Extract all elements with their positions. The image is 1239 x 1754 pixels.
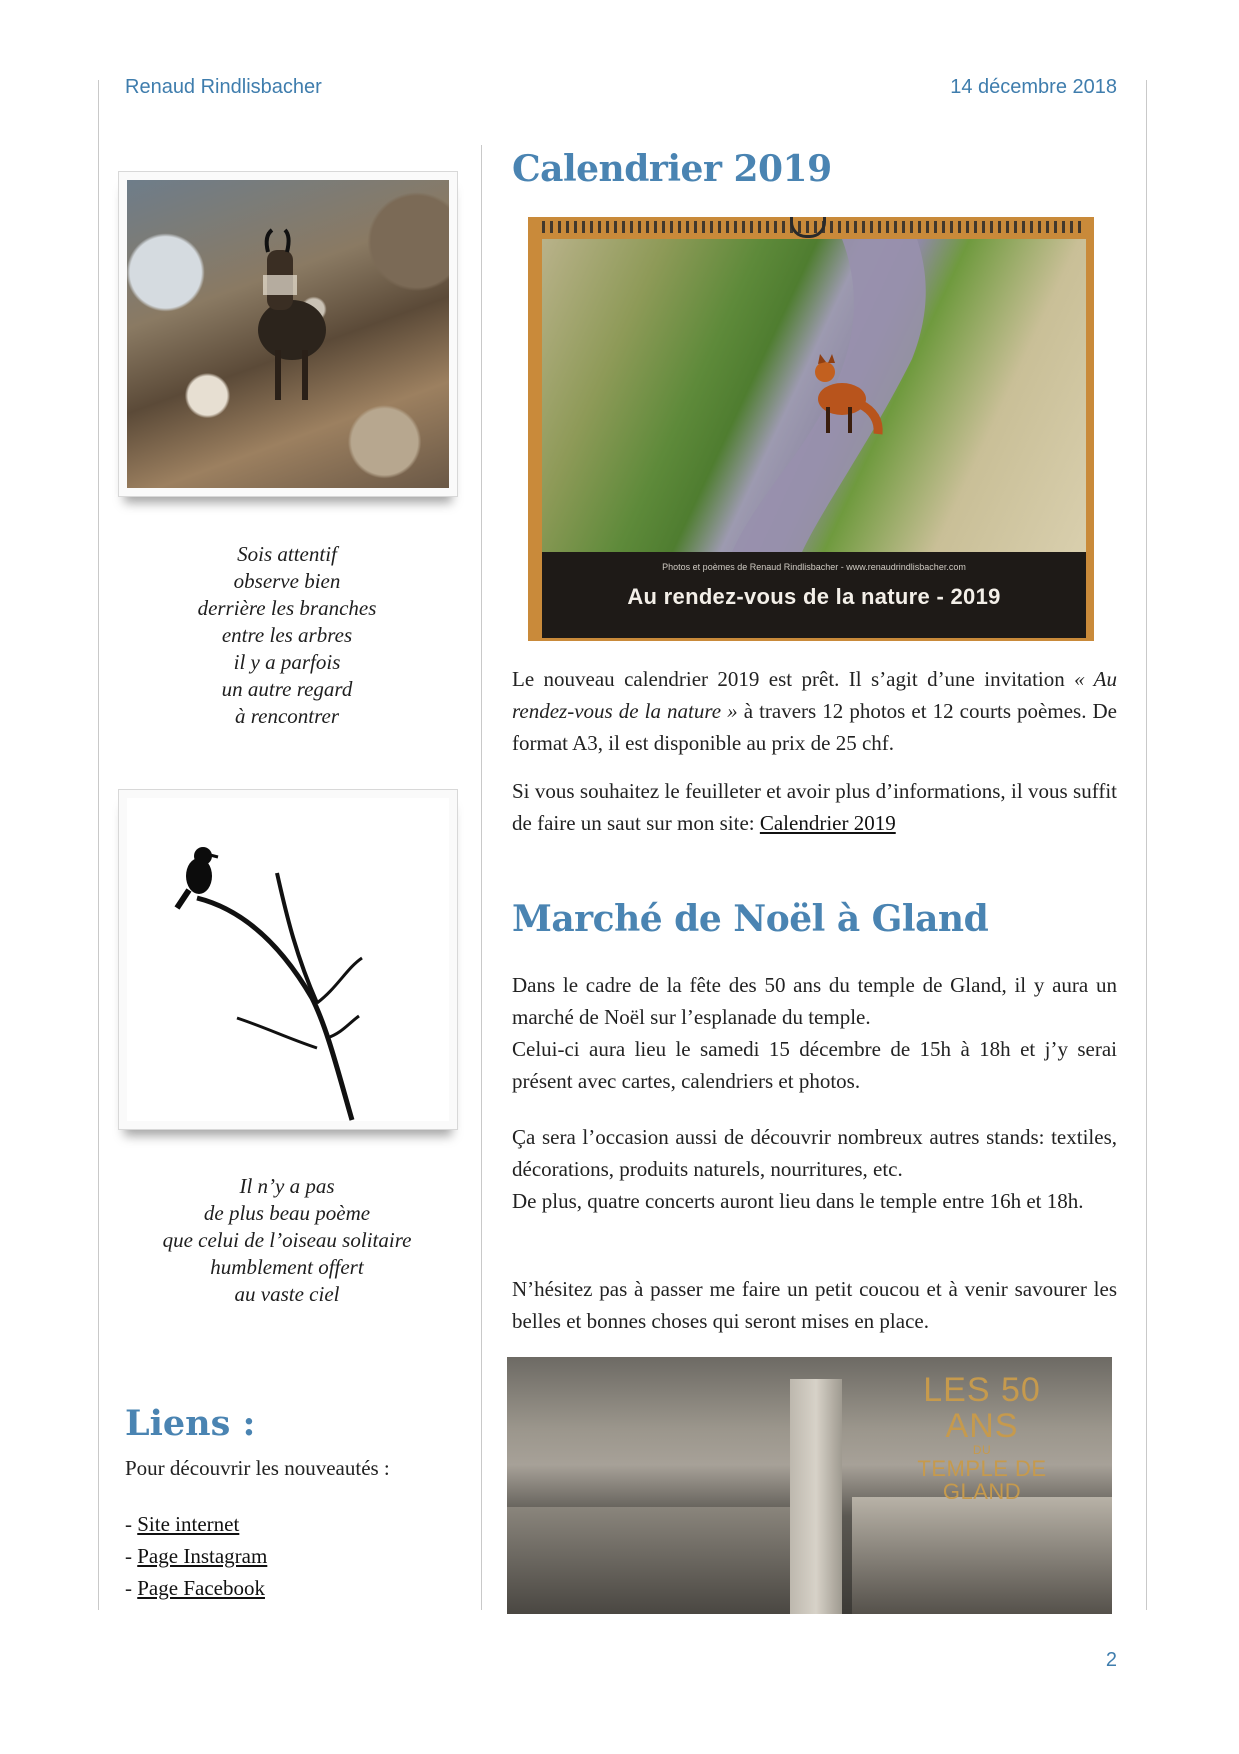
link-site-internet[interactable]: Site internet — [137, 1512, 240, 1536]
market-heading: Marché de Noël à Gland — [512, 898, 989, 940]
market-paragraph-2 — [512, 1121, 1117, 1217]
text: à travers 12 photos et 12 courts poèmes. De format A3, il est disponible au prix de 25 chf. — [512, 699, 1117, 755]
page-number: 2 — [1105, 1649, 1117, 1671]
text: Celui-ci aura lieu le samedi 15 décembre de 15h à 18h et j’y serai présent avec cartes, calendriers et photos. — [512, 1037, 1117, 1093]
links-heading: Liens : — [125, 1403, 256, 1444]
text: De plus, quatre concerts auront lieu dans le temple entre 16h et 18h. — [512, 1189, 1084, 1213]
poem-line: entre les arbres — [221, 623, 353, 647]
calendar-hook — [790, 217, 826, 238]
calendar-paragraph-1 — [512, 663, 1117, 759]
poem-line: Il n’y a pas — [239, 1174, 335, 1198]
market-paragraph-1 — [512, 969, 1117, 1097]
calendar-link[interactable]: Calendrier 2019 — [759, 811, 896, 835]
temple-photo — [507, 1357, 1112, 1614]
list-item: - Page Facebook — [125, 1576, 265, 1600]
poem-line: à rencontrer — [234, 704, 339, 728]
poem-line: il y a parfois — [233, 650, 341, 674]
calendar-band — [542, 552, 1086, 638]
temple-tower — [790, 1379, 842, 1614]
calendar-credit: Photos et poèmes de Renaud Rindlisbacher - www.renaudrindlisbacher.com — [662, 562, 966, 572]
link-page-facebook[interactable]: Page Facebook — [137, 1576, 265, 1600]
header-date: 14 décembre 2018 — [950, 76, 1117, 98]
links-list — [125, 1508, 267, 1604]
calendar-image — [528, 217, 1094, 641]
poem-line: observe bien — [233, 569, 341, 593]
poem-line: au vaste ciel — [234, 1282, 340, 1306]
list-item: - Site internet — [125, 1512, 240, 1536]
poem-line: humblement offert — [210, 1255, 364, 1279]
link-page-instagram[interactable]: Page Instagram — [137, 1544, 268, 1568]
temple-houses — [852, 1497, 1112, 1614]
bird-photo — [118, 789, 458, 1130]
bird-on-branch-figure — [127, 798, 449, 1121]
poem-line: que celui de l’oiseau solitaire — [162, 1228, 412, 1252]
text: Ça sera l’occasion aussi de découvrir nombreux autres stands: textiles, décorations, produits naturels, nourritures, etc. — [512, 1125, 1117, 1181]
poem-2 — [118, 1173, 456, 1308]
sign-line: DU — [972, 1443, 992, 1458]
market-paragraph-3: N’hésitez pas à passer me faire un petit coucou et à venir savourer les belles et bonnes choses qui seront mises en place. — [512, 1277, 1117, 1333]
calendar-heading: Calendrier 2019 — [512, 148, 832, 190]
poem-1 — [118, 541, 456, 730]
text: Dans le cadre de la fête des 50 ans du temple de Gland, il y aura un marché de Noël sur l’esplanade du temple. — [512, 973, 1117, 1029]
chamois-figure — [127, 180, 449, 488]
sign-line: LES 50 ANS — [923, 1371, 1041, 1445]
fox-figure — [542, 239, 1086, 552]
text: Si vous souhaitez le feuilleter et avoir plus d’informations, il vous suffit de faire un saut sur mon site: — [512, 779, 1117, 835]
right-margin-rule — [1146, 80, 1147, 1610]
calendar-paragraph-2 — [512, 775, 1117, 839]
sign-line: TEMPLE DE GLAND — [917, 1455, 1047, 1505]
poem-line: derrière les branches — [197, 596, 377, 620]
poem-line: de plus beau poème — [203, 1201, 371, 1225]
fox-photo — [542, 239, 1086, 552]
temple-anniversary-sign — [907, 1373, 1057, 1503]
temple-building — [507, 1507, 807, 1614]
text: Le nouveau calendrier 2019 est prêt. Il s’agit d’une invitation — [512, 667, 1065, 691]
column-divider — [481, 145, 482, 1610]
poem-line: un autre regard — [221, 677, 353, 701]
header-author: Renaud Rindlisbacher — [125, 76, 322, 98]
left-margin-rule — [98, 80, 99, 1610]
calendar-name-quote: « Au rendez-vous de la nature » — [512, 667, 1117, 723]
list-item: - Page Instagram — [125, 1544, 268, 1568]
poem-line: Sois attentif — [237, 542, 337, 566]
links-intro: Pour découvrir les nouveautés : — [125, 1456, 390, 1480]
calendar-title: Au rendez-vous de la nature - 2019 — [627, 584, 1001, 609]
chamois-photo — [118, 171, 458, 497]
